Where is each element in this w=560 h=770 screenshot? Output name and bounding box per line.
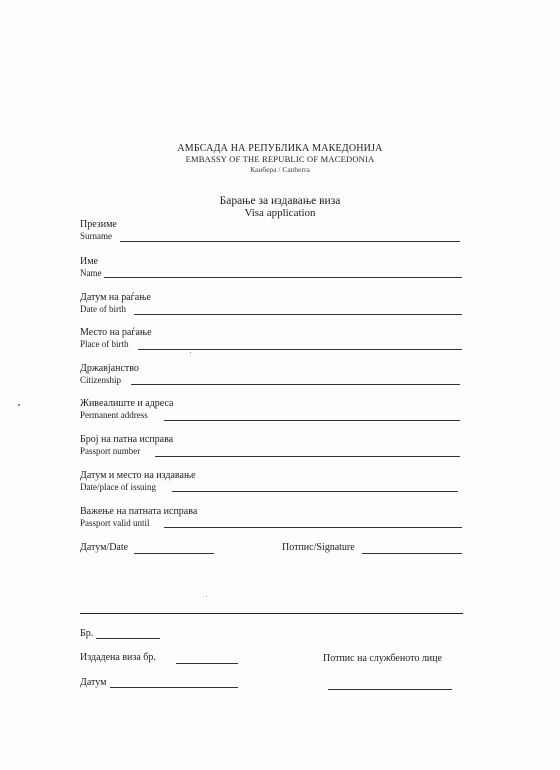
field-name <box>80 256 102 279</box>
field-label-mk: Државјанство <box>80 363 139 374</box>
field-label-mk: Место на раѓање <box>80 327 152 338</box>
applicant-date-label: Датум/Date <box>80 542 129 553</box>
applicant-signature-label: Потпис/Signature <box>282 542 355 553</box>
passport-valid-until-line[interactable] <box>164 527 462 528</box>
visa-issued-number-line[interactable] <box>176 663 238 664</box>
field-passport-number <box>80 434 173 457</box>
field-place-of-birth <box>80 327 152 350</box>
permanent-address-line[interactable] <box>164 420 460 421</box>
field-label-en: Citizenship <box>80 375 121 385</box>
office-number-label: Бр. <box>80 628 94 639</box>
embassy-city: Канбера / Canberra <box>250 165 310 174</box>
field-date-of-birth <box>80 292 151 315</box>
office-use-separator <box>80 613 463 614</box>
date-place-of-issuing-line[interactable] <box>172 491 458 492</box>
scan-speck <box>206 596 207 597</box>
field-label-en: Date of birth <box>80 304 126 314</box>
date-of-birth-line[interactable] <box>134 314 462 315</box>
name-line[interactable] <box>104 277 462 278</box>
field-label-mk: Име <box>80 256 98 267</box>
form-title-en: Visa application <box>244 207 316 219</box>
scan-speck <box>18 404 20 406</box>
field-surname <box>80 219 117 242</box>
form-title-mk: Барање за издавање виза <box>219 195 341 207</box>
field-label-mk: Датум на раѓање <box>80 292 151 303</box>
field-label-mk: Важење на патната исправа <box>80 506 198 517</box>
official-signature-line[interactable] <box>328 689 452 690</box>
office-number-line[interactable] <box>96 638 160 639</box>
field-label-en: Surname <box>80 231 112 241</box>
scan-speck <box>190 352 191 353</box>
office-date-label: Датум <box>80 677 107 688</box>
applicant-date-line[interactable] <box>134 553 214 554</box>
citizenship-line[interactable] <box>131 384 460 385</box>
applicant-signature-line[interactable] <box>362 553 462 554</box>
place-of-birth-line[interactable] <box>138 349 462 350</box>
embassy-name-mk: АМБСАДА НА РЕПУБЛИКА МАКЕДОНИЈА <box>177 143 383 154</box>
field-date-place-of-issuing <box>80 470 196 493</box>
passport-number-line[interactable] <box>155 456 460 457</box>
field-citizenship <box>80 363 139 386</box>
field-label-en: Passport number <box>80 446 141 456</box>
field-label-en: Place of birth <box>80 339 129 349</box>
field-label-mk: Живеалиште и адреса <box>80 398 174 409</box>
field-permanent-address <box>80 398 173 421</box>
field-passport-valid-until <box>80 506 197 529</box>
field-label-mk: Број на патна исправа <box>80 434 174 445</box>
field-label-en: Name <box>80 268 102 278</box>
office-date-line[interactable] <box>110 687 238 688</box>
official-signature-label: Потпис на службеното лице <box>323 653 442 664</box>
surname-line[interactable] <box>120 241 460 242</box>
field-label-en: Date/place of issuing <box>80 482 156 492</box>
field-label-mk: Датум и место на издавање <box>80 470 196 481</box>
embassy-name-en: EMBASSY OF THE REPUBLIC OF MACEDONIA <box>185 154 375 164</box>
field-label-en: Passport valid until <box>80 518 150 528</box>
visa-issued-number-label: Издадена виза бр. <box>80 652 156 663</box>
field-label-mk: Презиме <box>80 219 117 230</box>
field-label-en: Permanent address <box>80 410 148 420</box>
